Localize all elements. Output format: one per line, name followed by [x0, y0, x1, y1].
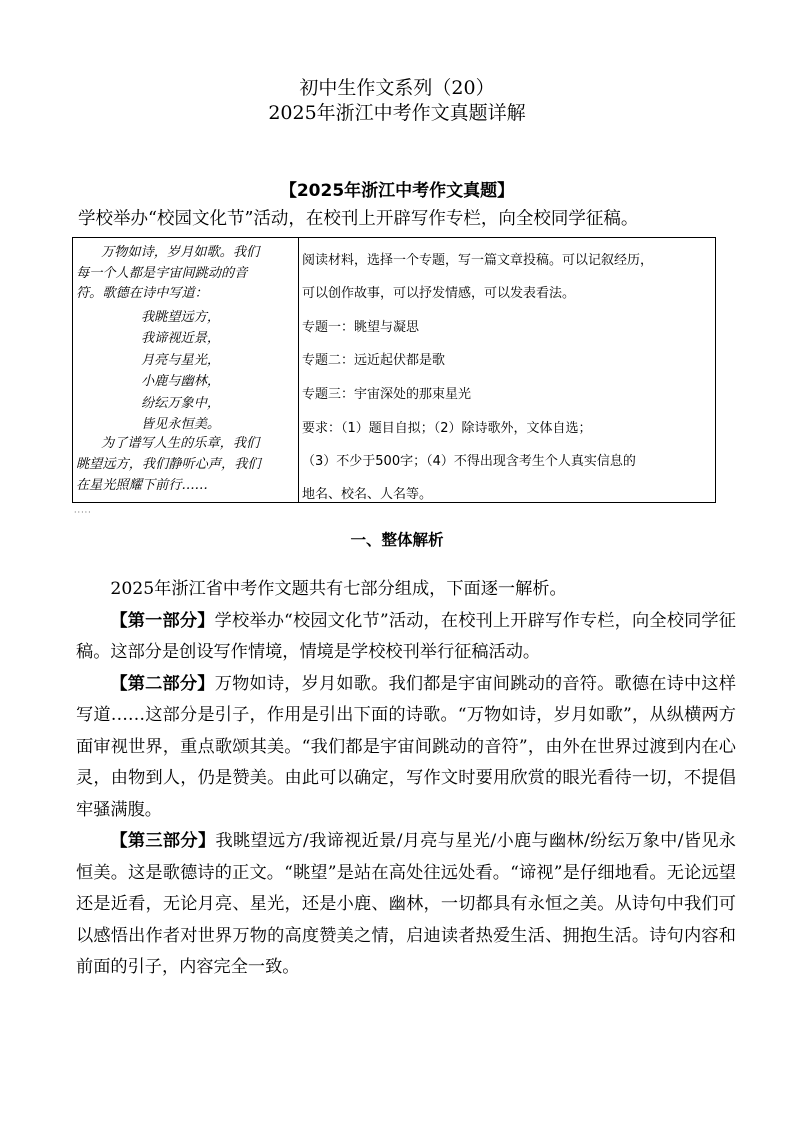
poem-line: 万物如诗，岁月如歌。我们: [101, 245, 260, 260]
poem-line: 在星光照耀下前行……: [76, 478, 208, 493]
requirement-line: 地名、校名、人名等。: [302, 487, 433, 502]
series-title: 初中生作文系列（20）: [299, 77, 495, 99]
part-3-text: 我眺望远方/我谛视近景/月亮与星光/小鹿与幽林/纷纭万象中/皆见永恒美。这是歌德诗的正文。“眺望”是站在高处往远处看。“谛视”是仔细地看。无论远望还是近看，无论月亮、星光，还是小鹿、幽林，一切都具有永恒之美。从诗句中我们可以感悟出作者对世界万物的高度赞美之情，启迪读者热爱生活、拥抱生活。诗句内容和前面的引子，内容完全一致。: [76, 831, 736, 977]
question-intro: 学校举办“校园文化节”活动，在校刊上开辟写作专栏，向全校同学征稿。: [78, 209, 639, 229]
poem-line: 眺望远方，我们静听心声，我们: [76, 457, 261, 472]
part-2-text: 万物如诗，岁月如歌。我们都是宇宙间跳动的音符。歌德在诗中这样写道……这部分是引子，作用是引出下面的诗歌。“万物如诗，岁月如歌”，从纵横两方面审视世界，重点歌颂其美。“我们都是宇宙间跳动的音符”，由外在世界过渡到内在心灵，由物到人，仍是赞美。由此可以确定，写作文时要用欣赏的眼光看待一切，不提倡牢骚满腹。: [76, 673, 736, 820]
part-1-tag: 【第一部分】: [110, 610, 215, 631]
document-title: 2025年浙江中考作文真题详解: [268, 102, 526, 124]
lead-paragraph: 2025年浙江省中考作文题共有七部分组成，下面逐一解析。: [110, 579, 567, 599]
instruction-cell: [299, 238, 715, 502]
poem-line: 皆见永恒美。: [141, 417, 221, 432]
poem-cell: [73, 238, 299, 502]
requirement-line: 要求：（1）题目自拟；（2）除诗歌外，文体自选；: [302, 421, 592, 436]
poem-line: 为了谱写人生的乐章，我们: [101, 436, 260, 451]
dotted-marker: ·····: [74, 508, 92, 517]
part-2-paragraph: [76, 669, 736, 827]
material-table: [72, 237, 716, 503]
section-heading: 一、整体解析: [350, 531, 444, 549]
part-3-tag: 【第三部分】: [110, 831, 216, 851]
instruction-line: 阅读材料，选择一个专题，写一篇文章投稿。可以记叙经历，: [302, 253, 654, 268]
part-2-tag: 【第二部分】: [110, 673, 215, 694]
topic-2: 专题二：远近起伏都是歌: [302, 353, 446, 368]
analysis-body: [76, 574, 736, 984]
part-3-paragraph: [76, 826, 736, 984]
topic-3: 专题三：宇宙深处的那束星光: [302, 387, 472, 402]
poem-line: 我谛视近景，: [141, 331, 221, 346]
requirement-line: （3）不少于500字；（4）不得出现含考生个人真实信息的: [302, 454, 636, 469]
part-1-text: 学校举办“校园文化节”活动，在校刊上开辟写作专栏，向全校同学征稿。这部分是创设写作情境，情境是学校校刊举行征稿活动。: [76, 610, 736, 662]
instruction-line: 可以创作故事，可以抒发情感，可以发表看法。: [302, 286, 576, 301]
poem-line: 月亮与星光，: [141, 353, 221, 368]
part-1-paragraph: [76, 606, 736, 669]
poem-line: 每一个人都是宇宙间跳动的音: [76, 266, 248, 281]
poem-line: 我眺望远方，: [141, 310, 221, 325]
question-heading: 【2025年浙江中考作文真题】: [279, 181, 515, 201]
poem-line: 符。歌德在诗中写道：: [76, 286, 208, 301]
topic-1: 专题一：眺望与凝思: [302, 320, 420, 335]
poem-line: 小鹿与幽林，: [141, 374, 221, 389]
poem-line: 纷纭万象中，: [141, 396, 221, 411]
